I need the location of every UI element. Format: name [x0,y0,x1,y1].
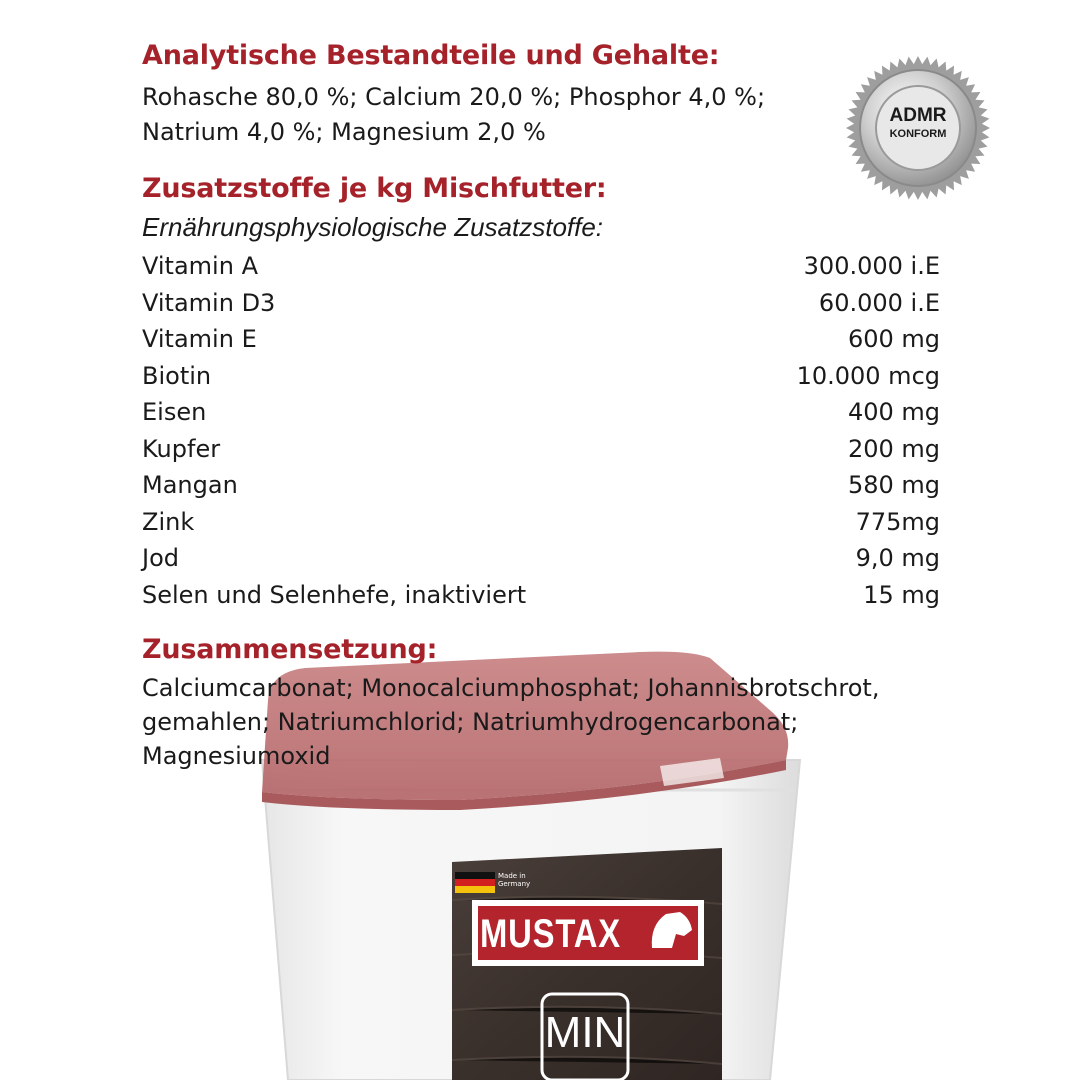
additive-row [142,431,940,467]
admr-seal-icon [845,55,991,201]
additive-value: 400 mg [847,398,940,426]
additive-row [142,358,940,394]
additive-value: 600 mg [847,325,940,353]
additive-row [142,285,940,321]
additive-value: 580 mg [847,471,940,499]
composition-line-3: Magnesiumoxid [142,742,331,770]
additives-subheading: Ernährungsphysiologische Zusatzstoffe: [142,212,604,242]
additive-value: 60.000 i.E [818,288,940,317]
additive-value: 9,0 mg [855,544,940,572]
additive-name: Vitamin A [142,252,258,280]
additive-value: 200 mg [847,434,940,463]
product-name-text: MIN [544,1008,626,1057]
made-in-line: Made in [498,872,526,880]
analytical-line-1: Rohasche 80,0 %; Calcium 20,0 %; Phosphor 4,0 %; [142,83,766,111]
additive-value: 300.000 i.E [803,252,940,280]
additive-value: 10.000 mcg [796,361,940,390]
additive-name: Kupfer [142,434,221,463]
seal-line1: ADMR [889,105,947,126]
additive-name: Biotin [142,361,212,390]
additive-name: Mangan [142,471,238,499]
additive-row [142,248,940,284]
additive-row [142,467,940,503]
additive-row [142,504,940,540]
additive-name: Jod [142,544,179,572]
composition-heading: Zusammensetzung: [142,634,438,665]
brand-logo-text: MUSTAX [480,912,622,956]
additive-name: Zink [142,507,195,536]
additive-row [142,394,940,430]
seal-line2: KONFORM [889,128,947,140]
additives-heading: Zusatzstoffe je kg Mischfutter: [142,173,607,204]
analytical-constituents-heading: Analytische Bestandteile und Gehalte: [142,40,720,71]
additive-row [142,540,940,576]
made-in-germany-label [498,872,530,888]
composition-line-2: gemahlen; Natriumchlorid; Natriumhydrogencarbonat; [142,708,799,736]
additive-value: 775mg [855,507,940,536]
additive-name: Vitamin E [142,325,257,353]
additive-row [142,321,940,357]
additive-value: 15 mg [863,580,940,609]
additive-name: Vitamin D3 [142,288,276,317]
composition-line-1: Calciumcarbonat; Monocalciumphosphat; Johannisbrotschrot, [142,674,880,702]
additive-name: Selen und Selenhefe, inaktiviert [142,580,527,609]
germany-line: Germany [498,880,531,888]
additive-name: Eisen [142,398,207,426]
additive-row [142,577,940,613]
analytical-line-2: Natrium 4,0 %; Magnesium 2,0 % [142,118,546,146]
